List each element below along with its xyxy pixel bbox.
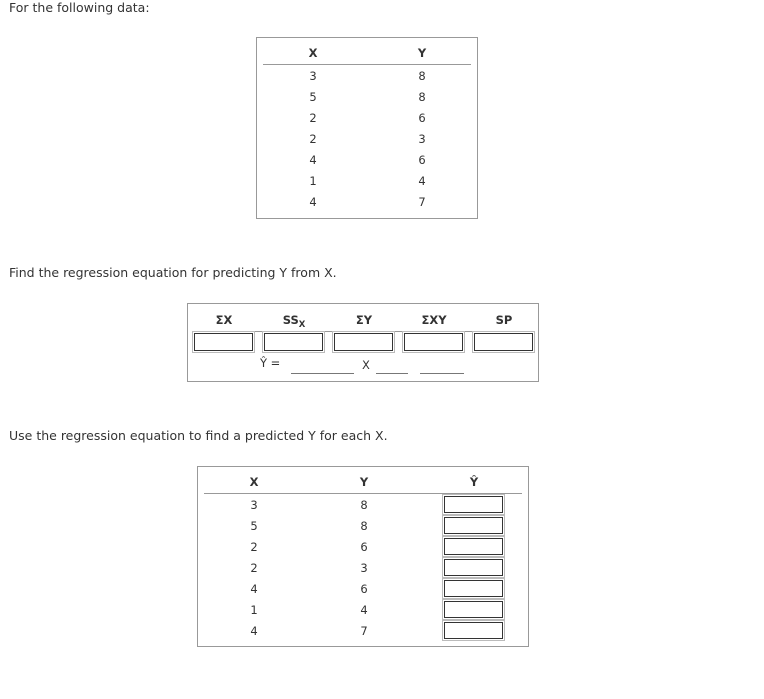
data-table-x-cell: 1 <box>309 174 317 188</box>
data-table-header-y: Y <box>417 46 427 60</box>
predict-x-cell: 3 <box>250 498 258 512</box>
predict-y-cell: 7 <box>360 624 368 638</box>
data-table-x-cell: 2 <box>309 132 317 146</box>
predict-table <box>197 466 529 647</box>
data-table-rule <box>263 64 471 65</box>
sp-label: SP <box>495 313 513 327</box>
predicted-y-input[interactable] <box>444 496 503 513</box>
sp-input[interactable] <box>474 333 533 351</box>
predict-table-rule <box>204 493 522 494</box>
predict-header-yhat: Ŷ <box>469 475 479 489</box>
regression-equation-x: X <box>362 358 370 372</box>
sums-table <box>187 303 539 382</box>
data-table-y-cell: 8 <box>418 90 426 104</box>
predict-y-cell: 4 <box>360 603 368 617</box>
sum-y-label: ΣY <box>355 313 373 327</box>
sum-x-input[interactable] <box>194 333 253 351</box>
predicted-y-input[interactable] <box>444 622 503 639</box>
data-table <box>256 37 478 219</box>
predicted-y-input[interactable] <box>444 559 503 576</box>
predict-y-cell: 8 <box>360 498 368 512</box>
predict-y-cell: 3 <box>360 561 368 575</box>
sum-xy-input[interactable] <box>404 333 463 351</box>
sums-table-rule <box>193 331 533 332</box>
data-table-x-cell: 4 <box>309 195 317 209</box>
data-table-y-cell: 7 <box>418 195 426 209</box>
data-table-header-x: X <box>308 46 318 60</box>
predicted-y-input[interactable] <box>444 580 503 597</box>
predict-x-cell: 2 <box>250 540 258 554</box>
slope-blank[interactable] <box>291 373 354 374</box>
regression-equation-lhs: Ŷ = <box>260 356 281 370</box>
data-table-y-cell: 4 <box>418 174 426 188</box>
predict-y-cell: 8 <box>360 519 368 533</box>
sum-y-header <box>356 313 372 327</box>
data-table-y-cell: 6 <box>418 153 426 167</box>
data-table-y-cell: 6 <box>418 111 426 125</box>
sum-y-input[interactable] <box>334 333 393 351</box>
sum-x-header <box>216 313 233 327</box>
sum-xy-header <box>421 313 446 327</box>
ss-label: SS <box>282 313 299 327</box>
predict-x-cell: 4 <box>250 582 258 596</box>
ss-x-header <box>283 313 306 330</box>
sp-header <box>496 313 513 327</box>
predict-x-cell: 2 <box>250 561 258 575</box>
predicted-y-input[interactable] <box>444 517 503 534</box>
predict-x-cell: 4 <box>250 624 258 638</box>
intercept-blank[interactable] <box>420 373 464 374</box>
data-table-x-cell: 3 <box>309 69 317 83</box>
data-table-x-cell: 5 <box>309 90 317 104</box>
predict-y-cell: 6 <box>360 582 368 596</box>
predict-prompt: Use the regression equation to find a predicted Y for each X. <box>9 428 388 443</box>
predicted-y-input[interactable] <box>444 538 503 555</box>
regression-prompt: Find the regression equation for predicting Y from X. <box>9 265 337 280</box>
sign-blank[interactable] <box>376 373 408 374</box>
predict-x-cell: 1 <box>250 603 258 617</box>
predict-header-y: Y <box>359 475 369 489</box>
sum-x-label: ΣX <box>215 313 233 327</box>
predict-header-x: X <box>249 475 259 489</box>
data-table-y-cell: 3 <box>418 132 426 146</box>
ss-x-input[interactable] <box>264 333 323 351</box>
data-table-x-cell: 4 <box>309 153 317 167</box>
predict-y-cell: 6 <box>360 540 368 554</box>
ss-subscript: X <box>298 320 306 330</box>
sum-xy-label: ΣXY <box>421 313 447 327</box>
predicted-y-input[interactable] <box>444 601 503 618</box>
data-table-y-cell: 8 <box>418 69 426 83</box>
data-table-x-cell: 2 <box>309 111 317 125</box>
intro-text: For the following data: <box>9 0 150 15</box>
predict-x-cell: 5 <box>250 519 258 533</box>
